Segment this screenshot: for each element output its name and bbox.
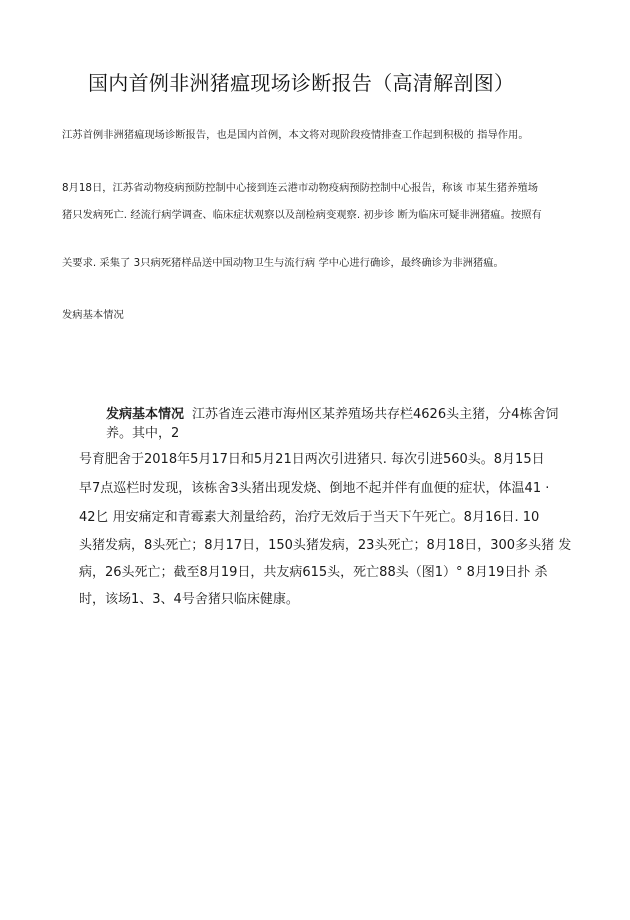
document-title: 国内首例非洲猪瘟现场诊断报告（高清解剖图） bbox=[88, 71, 515, 95]
section-text-line: 养。其中，2 bbox=[106, 426, 180, 441]
report-paragraph-line: 猪只发病死亡. 经流行病学调查、临床症状观察以及剖检病变观察. 初步诊 断为临床可疑非洲猪瘟。按照有 bbox=[62, 209, 542, 221]
section-text-line: 病，26头死亡；截至8月19日，共友病615头，死亡88头（图1）° 8月19日扑 杀 bbox=[79, 565, 548, 580]
section-first-line bbox=[106, 406, 558, 424]
intro-paragraph: 江苏首例非洲猪瘟现场诊断报告，也是国内首例，本文将对现阶段疫情排查工作起到积极的 指导作用。 bbox=[62, 129, 529, 141]
section-inline-heading: 发病基本情况 bbox=[106, 407, 185, 422]
section-text-line: 时，该场1、3、4号舍猪只临床健康。 bbox=[79, 592, 299, 607]
section-text: 江苏省连云港市海州区某养殖场共存栏4626头主猪，分4栋舍饲 bbox=[192, 407, 559, 422]
section-text-line: 早7点巡栏时发现，该栋舍3头猪出现发烧、倒地不起并伴有血便的症状，体温41 · bbox=[79, 481, 550, 496]
report-paragraph-line: 8月18日，江苏省动物疫病预防控制中心接到连云港市动物疫病预防控制中心报告，称该 市某生猪养殖场 bbox=[62, 182, 538, 194]
section-text-line: 号育肥舍于2018年5月17日和5月21日两次引进猪只. 每次引进560头。8月15日 bbox=[79, 452, 545, 467]
section-heading: 发病基本情况 bbox=[62, 309, 124, 321]
report-paragraph-line: 关要求. 采集了 3只病死猪样品送中国动物卫生与流行病 学中心进行确诊，最终确诊为非洲猪瘟。 bbox=[62, 257, 504, 269]
section-text-line: 头猪发病，8头死亡；8月17日，150头猪发病，23头死亡；8月18日，300多头猪 发 bbox=[79, 538, 572, 553]
section-text-line: 42匕 用安痛定和青霉素大剂量给药，治疗无效后于当天下午死亡。8月16日. 10 bbox=[79, 510, 540, 525]
